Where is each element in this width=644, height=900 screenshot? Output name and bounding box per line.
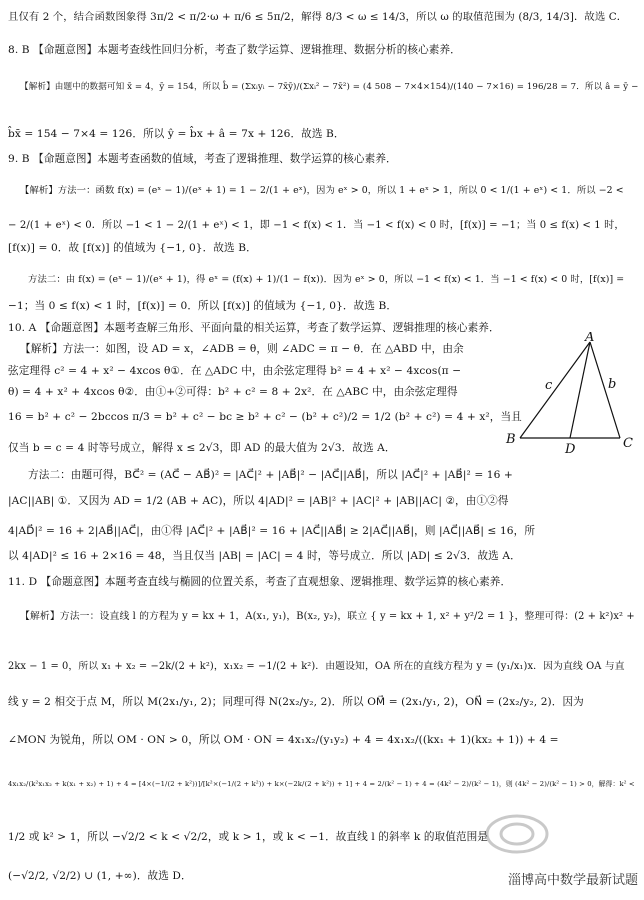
- question-10-method-1-line-2: 弦定理得 c² = 4 + x² − 4xcos θ①．在 △ADC 中，由余弦定理得 b² = 4 + x² − 4xcos(π −: [8, 365, 462, 377]
- question-11-method-1-line-3: 线 y = 2 相交于点 M，所以 M(2x₁/y₁, 2)；同理可得 N(2x₂/y₂, 2)．所以 OM⃗ = (2x₁/y₁, 2)，ON⃗ = (2x₂/y₂, 2)．因为: [8, 696, 584, 708]
- text-line-1: 且仅有 2 个，结合函数图象得 3π/2 < π/2·ω + π/6 ≤ 5π/2，解得 8/3 < ω ≤ 14/3，所以 ω 的取值范围为 (8/3, 14/3]．故选 C．: [8, 11, 628, 23]
- question-11-method-1-line-4: ∠MON 为锐角，所以 OM · ON > 0，所以 OM · ON = 4x₁x₂/(y₁y₂) + 4 = 4x₁x₂/((kx₁ + 1)(kx₂ + 1)) + 4 =: [8, 734, 559, 746]
- question-8-solution-2: b̂x̄ = 154 − 7×4 = 126．所以 ŷ = b̂x + â = 7x + 126．故选 B．: [8, 128, 345, 140]
- vertex-a-label: A: [585, 332, 595, 345]
- question-11-method-1-line-7: (−√2/2, √2/2) ∪ (1, +∞)．故选 D．: [8, 870, 192, 882]
- watermark-text: 淄博高中数学最新试题: [507, 873, 638, 888]
- question-10-method-1-line-4: 16 = b² + c² − 2bccos π/3 = b² + c² − bc ≥ b² + c² − (b² + c²)/2 = 1/2 (b² + c²) = 4 + x²，当且: [8, 411, 522, 423]
- vertex-c-label: C: [623, 436, 633, 451]
- question-11-method-1-line-5: 4x₁x₂/(k²x₁x₂ + k(x₁ + x₂) + 1) + 4 = [4×(−1/(2 + k²))]/[k²×(−1/(2 + k²)) + k×(−2k/(2 + k²)) + 1] + 4 = 2/(k² − 1) + 4 = (4k² − 2)/(k² − 1)，则 (4k² − 2)/(k² − 1) > 0，解得：k² <: [8, 780, 635, 788]
- question-10-header: 10. A 【命题意图】本题考查解三角形、平面向量的相关运算，考查了数学运算、逻辑推理的核心素养．: [8, 322, 500, 334]
- question-9-header: 9. B 【命题意图】本题考查函数的值域，考查了逻辑推理、数学运算的核心素养．: [8, 153, 397, 165]
- question-9-method-1-line-2: − 2/(1 + eˣ) < 0．所以 −1 < 1 − 2/(1 + eˣ) < 1，即 −1 < f(x) < 1．当 −1 < f(x) < 0 时，[f(x)] = −1；当 0 ≤ f(x) < 1 时，: [8, 220, 625, 231]
- question-10-method-1-line-5: 仅当 b = c = 4 时等号成立，解得 x ≤ 2√3，即 AD 的最大值为 2√3．故选 A．: [8, 442, 396, 454]
- question-9-method-2-line-1: 方法二：由 f(x) = (eˣ − 1)/(eˣ + 1)，得 eˣ = (f(x) + 1)/(1 − f(x))．因为 eˣ > 0，所以 −1 < f(x) < 1．当 −1 < f(x) < 0 时，[f(x)] =: [28, 274, 625, 285]
- question-9-method-1-line-3: [f(x)] = 0．故 [f(x)] 的值域为 {−1, 0}．故选 B．: [8, 242, 257, 254]
- question-8-header: 8. B 【命题意图】本题考查线性回归分析，考查了数学运算、逻辑推理、数据分析的核心素养．: [8, 44, 461, 56]
- triangle-figure: [498, 332, 638, 462]
- question-10-method-1-line-1: 【解析】方法一：如图，设 AD = x，∠ADB = θ，则 ∠ADC = π − θ．在 △ABD 中，由余: [20, 343, 464, 355]
- watermark-logo-icon: [482, 812, 552, 856]
- question-10-method-2-line-1: 方法二：由题可得，BC⃗² = (AC⃗ − AB⃗)² = |AC⃗|² + |AB⃗|² − |AC⃗||AB⃗|，所以 |AC⃗|² + |AB⃗|² = 16 +: [28, 469, 513, 481]
- question-11-method-1-line-1: 【解析】方法一：设直线 l 的方程为 y = kx + 1，A(x₁, y₁)，B(x₂, y₂)，联立 { y = kx + 1, x² + y²/2 = 1 }，整理可得：(2 + k²)x² +: [20, 611, 635, 622]
- question-8-solution-1: 【解析】由题中的数据可知 x̄ = 4，ȳ = 154，所以 b̂ = (Σxᵢyᵢ − 7x̄ȳ)/(Σxᵢ² − 7x̄²) = (4 508 − 7×4×154)/(140 − 7×16) = 196/28 = 7．所以 â = ȳ −: [20, 82, 639, 92]
- question-10-method-2-line-2: |AC||AB| ①．又因为 AD = 1/2 (AB + AC)，所以 4|AD|² = |AB|² + |AC|² + |AB||AC| ②，由①②得: [8, 495, 509, 507]
- question-9-method-1-line-1: 【解析】方法一：函数 f(x) = (eˣ − 1)/(eˣ + 1) = 1 − 2/(1 + eˣ)，因为 eˣ > 0，所以 1 + eˣ > 1，所以 0 < 1/(1 + eˣ) < 1．所以 −2 <: [20, 185, 624, 196]
- side-c-label: c: [545, 378, 553, 393]
- question-11-header: 11. D 【命题意图】本题考查直线与椭圆的位置关系，考查了直观想象、逻辑推理、数学运算的核心素养．: [8, 576, 512, 588]
- question-10-method-1-line-3: θ) = 4 + x² + 4xcos θ②．由①+②可得：b² + c² = 8 + 2x²．在 △ABC 中，由余弦定理得: [8, 386, 458, 398]
- question-10-method-2-line-3: 4|AD⃗|² = 16 + 2|AB⃗||AC⃗|，由①得 |AC⃗|² + |AB⃗|² = 16 + |AC⃗||AB⃗| ≥ 2|AC⃗||AB⃗|，则 |AC⃗||AB⃗| ≤ 16，所: [8, 525, 536, 537]
- question-11-method-1-line-6: 1/2 或 k² > 1，所以 −√2/2 < k < √2/2，或 k > 1，或 k < −1．故直线 l 的斜率 k 的取值范围是: [8, 831, 488, 843]
- vertex-b-label: B: [506, 432, 516, 447]
- question-9-method-2-line-2: −1；当 0 ≤ f(x) < 1 时，[f(x)] = 0．所以 [f(x)] 的值域为 {−1, 0}．故选 B．: [8, 300, 398, 312]
- question-10-method-2-line-4: 以 4|AD|² ≤ 16 + 2×16 = 48，当且仅当 |AB| = |AC| = 4 时，等号成立．所以 |AD| ≤ 2√3．故选 A．: [8, 550, 521, 562]
- point-d-label: D: [565, 442, 576, 457]
- question-11-method-1-line-2: 2kx − 1 = 0，所以 x₁ + x₂ = −2k/(2 + k²)，x₁x₂ = −1/(2 + k²)．由题设知，OA 所在的直线方程为 y = (y₁/x₁)x．因为直线 OA 与直: [8, 661, 625, 672]
- side-b-label: b: [608, 377, 617, 392]
